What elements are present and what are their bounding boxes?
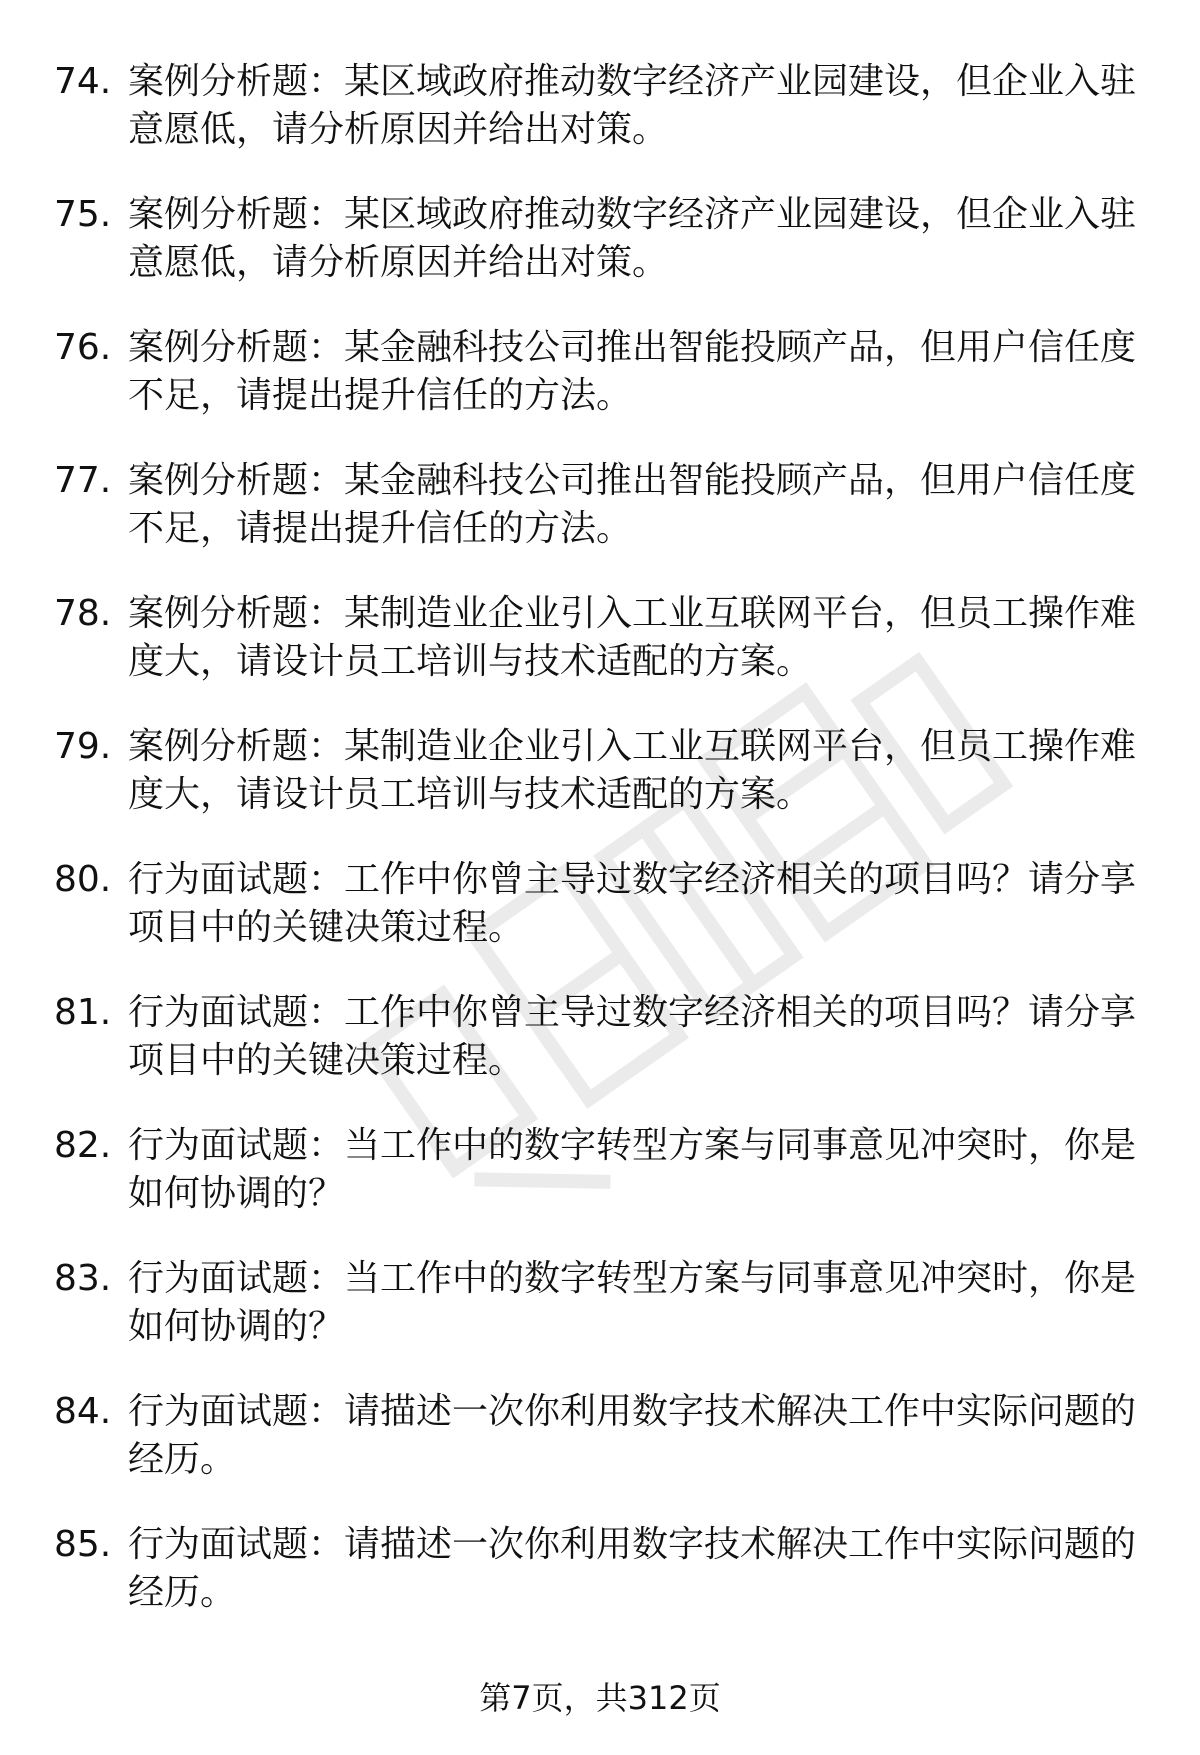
question-number: 81. xyxy=(54,992,112,1033)
question-text: 行为面试题：请描述一次你利用数字技术解决工作中实际问题的经历。 xyxy=(128,1391,1137,1480)
question-text: 行为面试题：请描述一次你利用数字技术解决工作中实际问题的经历。 xyxy=(128,1524,1137,1613)
question-text: 行为面试题：工作中你曾主导过数字经济相关的项目吗？请分享项目中的关键决策过程。 xyxy=(128,859,1137,948)
question-text: 案例分析题：某制造业企业引入工业互联网平台，但员工操作难度大，请设计员工培训与技术适配的方案。 xyxy=(128,726,1137,815)
question-text: 行为面试题：当工作中的数字转型方案与同事意见冲突时，你是如何协调的？ xyxy=(128,1258,1137,1347)
question-text: 案例分析题：某金融科技公司推出智能投顾产品，但用户信任度不足，请提出提升信任的方法。 xyxy=(128,327,1137,416)
question-item xyxy=(0,191,1200,324)
question-number: 74. xyxy=(54,61,112,102)
question-text: 案例分析题：某区域政府推动数字经济产业园建设，但企业入驻意愿低，请分析原因并给出对策。 xyxy=(128,194,1137,283)
question-item xyxy=(0,1255,1200,1388)
question-list xyxy=(0,58,1200,1654)
question-number: 85. xyxy=(54,1524,112,1565)
question-number: 76. xyxy=(54,327,112,368)
question-item xyxy=(0,723,1200,856)
question-number: 80. xyxy=(54,859,112,900)
question-text: 行为面试题：工作中你曾主导过数字经济相关的项目吗？请分享项目中的关键决策过程。 xyxy=(128,992,1137,1081)
question-number: 78. xyxy=(54,593,112,634)
question-item xyxy=(0,1122,1200,1255)
question-number: 77. xyxy=(54,460,112,501)
question-number: 82. xyxy=(54,1125,112,1166)
question-item xyxy=(0,590,1200,723)
question-item xyxy=(0,1521,1200,1654)
question-text: 案例分析题：某金融科技公司推出智能投顾产品，但用户信任度不足，请提出提升信任的方法。 xyxy=(128,460,1137,549)
question-number: 84. xyxy=(54,1391,112,1432)
question-text: 案例分析题：某制造业企业引入工业互联网平台，但员工操作难度大，请设计员工培训与技术适配的方案。 xyxy=(128,593,1137,682)
page-footer: 第7页，共312页 xyxy=(479,1679,721,1717)
question-text: 行为面试题：当工作中的数字转型方案与同事意见冲突时，你是如何协调的？ xyxy=(128,1125,1137,1214)
question-item xyxy=(0,989,1200,1122)
question-number: 83. xyxy=(54,1258,112,1299)
question-number: 75. xyxy=(54,194,112,235)
question-number: 79. xyxy=(54,726,112,767)
question-item xyxy=(0,324,1200,457)
question-text: 案例分析题：某区域政府推动数字经济产业园建设，但企业入驻意愿低，请分析原因并给出对策。 xyxy=(128,61,1137,150)
question-item xyxy=(0,1388,1200,1521)
question-item xyxy=(0,58,1200,191)
question-item xyxy=(0,856,1200,989)
question-item xyxy=(0,457,1200,590)
